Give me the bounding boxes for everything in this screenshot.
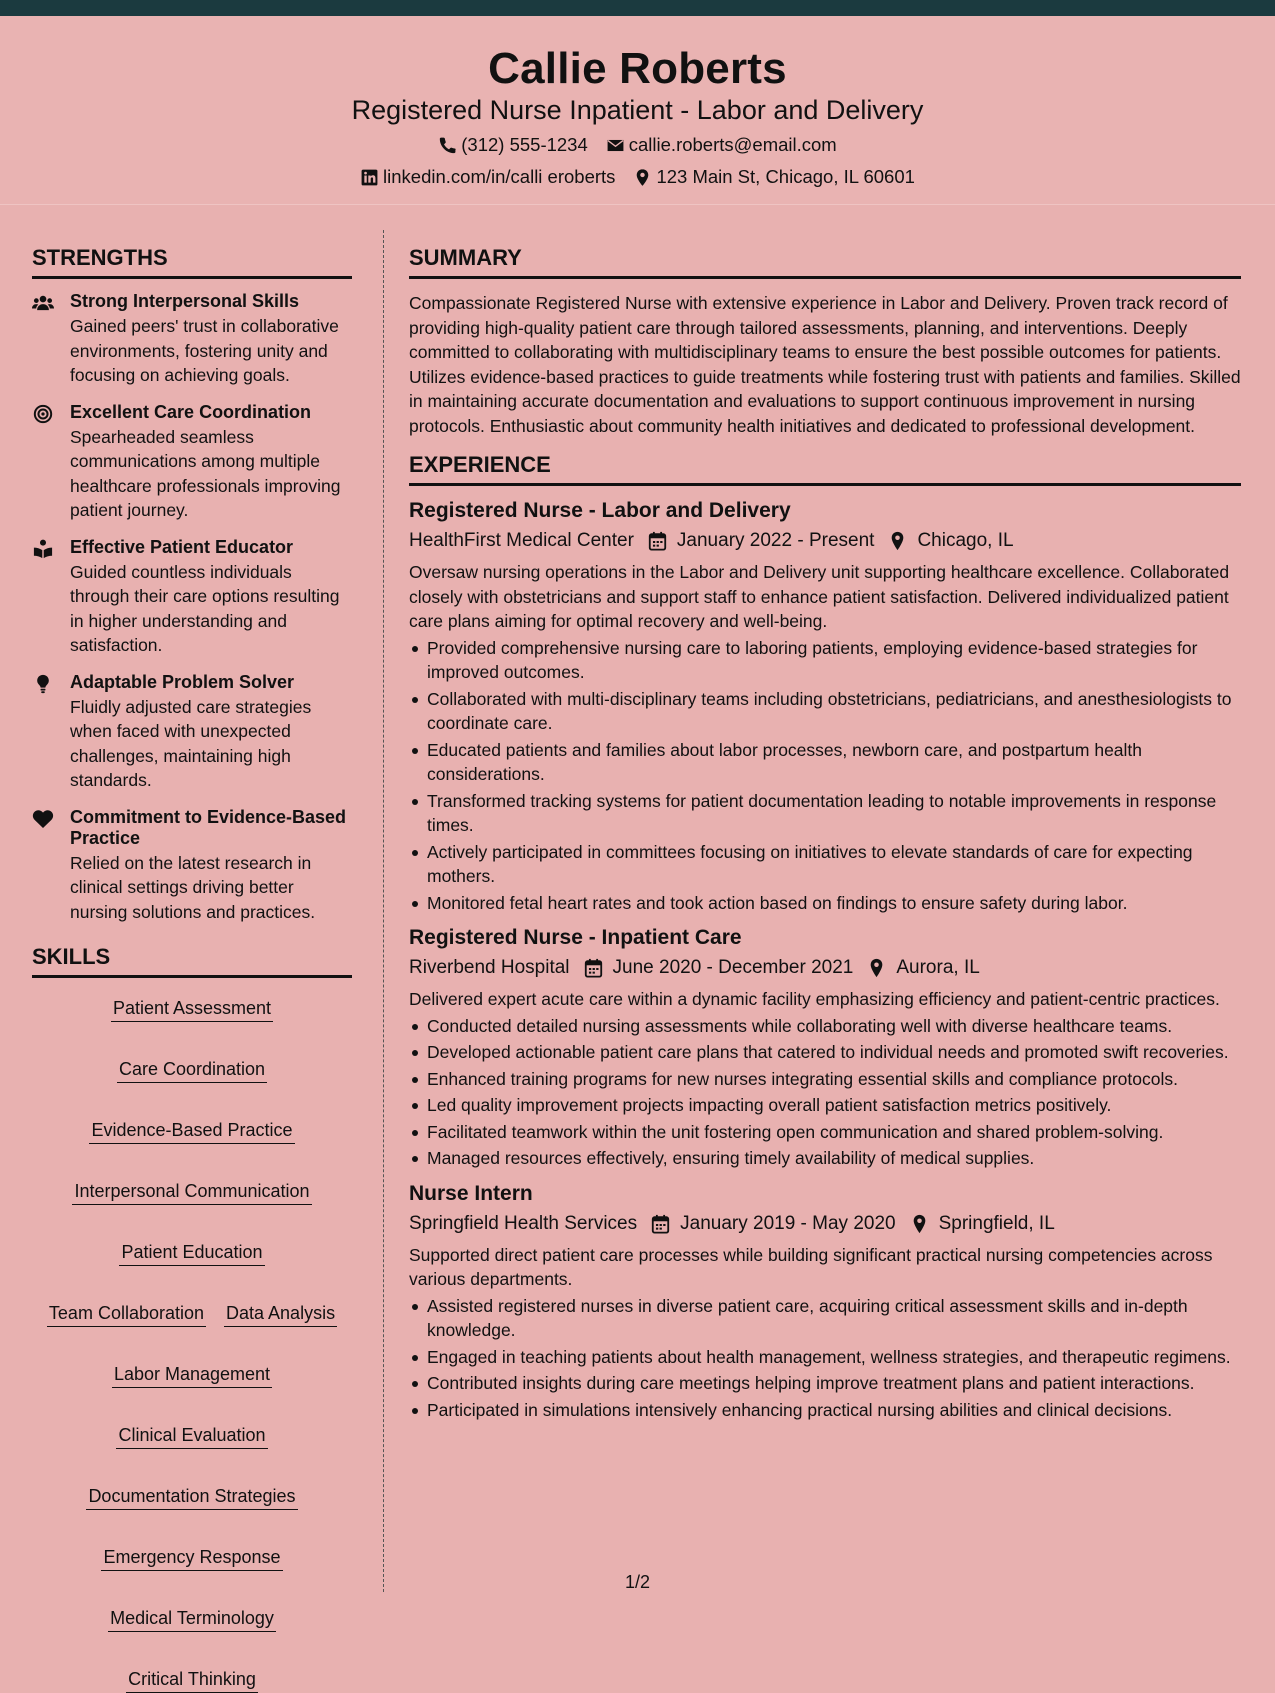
strength-desc: Spearheaded seamless communications among multiple healthcare professionals improving patient journey. (70, 426, 341, 520)
left-column (32, 245, 352, 1693)
email-text: callie.roberts@email.com (628, 134, 837, 155)
job-bullets (409, 1294, 1241, 1423)
job-company: Springfield Health Services (409, 1212, 638, 1234)
job-dates: June 2020 - December 2021 (612, 957, 854, 978)
contact-email[interactable] (606, 134, 837, 156)
column-divider (383, 230, 384, 1592)
strength-title: Effective Patient Educator (70, 536, 294, 557)
linkedin-icon (360, 168, 379, 187)
skill-tag: Patient Assessment (111, 997, 273, 1022)
job-bullet: Actively participated in committees focusing on initiatives to elevate standards of care for expecting mothers. (409, 840, 1241, 889)
strength-item (32, 807, 352, 925)
job-bullet: Participated in simulations intensively enhancing practical nursing abilities and clinical decisions. (409, 1398, 1241, 1423)
map-marker-icon (633, 168, 652, 187)
job-bullets (409, 1014, 1241, 1171)
strengths-heading: STRENGTHS (32, 245, 352, 279)
job-location: Springfield, IL (938, 1212, 1055, 1234)
job-bullet: Provided comprehensive nursing care to laboring patients, employing evidence-based strategies for improved outcomes. (409, 636, 1241, 685)
summary-heading: SUMMARY (409, 245, 1241, 279)
skill-tag: Clinical Evaluation (116, 1424, 267, 1449)
skill-tag: Data Analysis (224, 1302, 337, 1327)
job-title: Registered Nurse - Inpatient Care (409, 926, 742, 949)
job-bullet: Conducted detailed nursing assessments while collaborating well with diverse healthcare teams. (409, 1014, 1241, 1039)
job-bullet: Facilitated teamwork within the unit fostering open communication and shared problem-solving. (409, 1120, 1241, 1145)
job-description: Delivered expert acute care within a dynamic facility emphasizing efficiency and patient-centric practices. (409, 989, 1220, 1009)
address-text: 123 Main St, Chicago, IL 60601 (656, 166, 915, 187)
map-marker-icon (888, 531, 907, 551)
strength-title: Strong Interpersonal Skills (70, 291, 300, 311)
job-bullet: Contributed insights during care meetings helping improve treatment plans and patient interactions. (409, 1371, 1241, 1396)
contact-linkedin[interactable] (360, 166, 615, 188)
target-icon (32, 404, 54, 424)
right-column (409, 245, 1241, 1432)
strength-item (32, 402, 352, 523)
strength-title: Excellent Care Coordination (70, 401, 312, 422)
skill-tag: Emergency Response (101, 1546, 282, 1571)
candidate-role: Registered Nurse Inpatient - Labor and Delivery (351, 95, 924, 125)
phone-text: (312) 555-1234 (461, 134, 588, 155)
job-title: Registered Nurse - Labor and Delivery (409, 499, 791, 522)
job-bullet: Engaged in teaching patients about health management, wellness strategies, and therapeutic regimens. (409, 1345, 1241, 1370)
skill-tag: Interpersonal Communication (72, 1180, 311, 1205)
users-icon (32, 293, 54, 313)
envelope-icon (606, 136, 625, 155)
page-number: 1/2 (624, 1572, 651, 1592)
job-bullet: Transformed tracking systems for patient documentation leading to notable improvements in response times. (409, 789, 1241, 838)
skill-tag: Documentation Strategies (86, 1485, 297, 1510)
contact-row-2 (0, 166, 1275, 188)
job-bullet: Educated patients and families about labor processes, newborn care, and postpartum health considerations. (409, 738, 1241, 787)
job-entry (409, 1181, 1241, 1423)
job-title: Nurse Intern (409, 1181, 533, 1205)
candidate-name: Callie Roberts (488, 44, 787, 93)
heart-icon (32, 809, 54, 829)
skill-tag: Critical Thinking (126, 1668, 258, 1693)
job-bullet: Enhanced training programs for new nurses integrating essential skills and compliance protocols. (409, 1067, 1241, 1092)
job-dates: January 2022 - Present (676, 530, 875, 551)
book-reader-icon (32, 539, 54, 559)
skill-tag: Team Collaboration (47, 1302, 206, 1327)
skills-heading: SKILLS (32, 944, 352, 978)
job-meta (409, 955, 1241, 981)
skill-tag: Care Coordination (117, 1058, 267, 1083)
job-entry (409, 498, 1241, 915)
calendar-icon (651, 1214, 670, 1234)
job-location: Aurora, IL (896, 957, 980, 978)
job-bullets (409, 636, 1241, 916)
job-bullet: Collaborated with multi-disciplinary teams including obstetricians, pediatricians, and anesthesiologists to coordinate care. (409, 687, 1241, 736)
skill-tag: Labor Management (112, 1363, 272, 1388)
job-entry (409, 925, 1241, 1171)
contact-row-1 (0, 134, 1275, 156)
lightbulb-icon (32, 674, 54, 694)
job-description: Oversaw nursing operations in the Labor and Delivery unit supporting healthcare excellence. Collaborated closely with obstetricians and support staff to enhance patient satisfaction. Delivered individualized patient care plans aiming for optimal recovery and well-being. (409, 562, 1230, 631)
contact-address (633, 166, 915, 188)
job-bullet: Developed actionable patient care plans that catered to individual needs and promoted swift recoveries. (409, 1040, 1241, 1065)
skill-tag: Evidence-Based Practice (89, 1119, 294, 1144)
skill-tag: Patient Education (119, 1241, 264, 1266)
job-dates: January 2019 - May 2020 (680, 1212, 896, 1234)
job-meta (409, 528, 1241, 554)
linkedin-text: linkedin.com/in/calli eroberts (383, 166, 616, 187)
map-marker-icon (867, 958, 886, 978)
strength-desc: Relied on the latest research in clinical settings driving better nursing solutions and practices. (70, 852, 316, 922)
job-bullet: Monitored fetal heart rates and took action based on findings to ensure safety during labor. (409, 891, 1241, 916)
strength-desc: Guided countless individuals through their care options resulting in higher understanding and satisfaction. (70, 561, 340, 655)
calendar-icon (648, 531, 667, 551)
experience-heading: EXPERIENCE (409, 452, 1241, 486)
job-meta (409, 1211, 1241, 1237)
summary-text: Compassionate Registered Nurse with extensive experience in Labor and Delivery. Proven track record of providing high-quality patient care through tailored assessments, planning, and interventions. Deeply committed to collaborating with multidisciplinary teams to ensure the best possible outcomes for patients. Utilizes evidence-based practices to guide treatments while fostering trust with patients and families. Skilled in maintaining accurate documentation and evaluations to support continuous improvement in nursing protocols. Enthusiastic about community health initiatives and dedicated to professional development. (409, 293, 1241, 436)
job-location: Chicago, IL (917, 530, 1014, 551)
strength-item (32, 537, 352, 658)
job-description: Supported direct patient care processes while building significant practical nursing competencies across various departments. (409, 1244, 1213, 1289)
phone-icon (438, 136, 457, 155)
strength-item (32, 672, 352, 793)
job-bullet: Managed resources effectively, ensuring timely availability of medical supplies. (409, 1146, 1241, 1171)
job-company: HealthFirst Medical Center (409, 530, 634, 551)
top-accent-bar (0, 0, 1275, 16)
strength-title: Commitment to Evidence-Based Practice (70, 806, 347, 848)
contact-phone[interactable] (438, 134, 588, 156)
strength-title: Adaptable Problem Solver (70, 671, 295, 692)
job-bullet: Assisted registered nurses in diverse patient care, acquiring critical assessment skills and in-depth knowledge. (409, 1294, 1241, 1343)
strength-item (32, 291, 352, 388)
job-company: Riverbend Hospital (409, 957, 570, 978)
calendar-icon (584, 958, 603, 978)
skill-tag: Medical Terminology (108, 1607, 276, 1632)
job-bullet: Led quality improvement projects impacting overall patient satisfaction metrics positively. (409, 1093, 1241, 1118)
strength-desc: Fluidly adjusted care strategies when faced with unexpected challenges, maintaining high standards. (70, 696, 312, 790)
map-marker-icon (910, 1214, 929, 1234)
strength-desc: Gained peers' trust in collaborative environments, fostering unity and focusing on achieving goals. (70, 316, 339, 385)
